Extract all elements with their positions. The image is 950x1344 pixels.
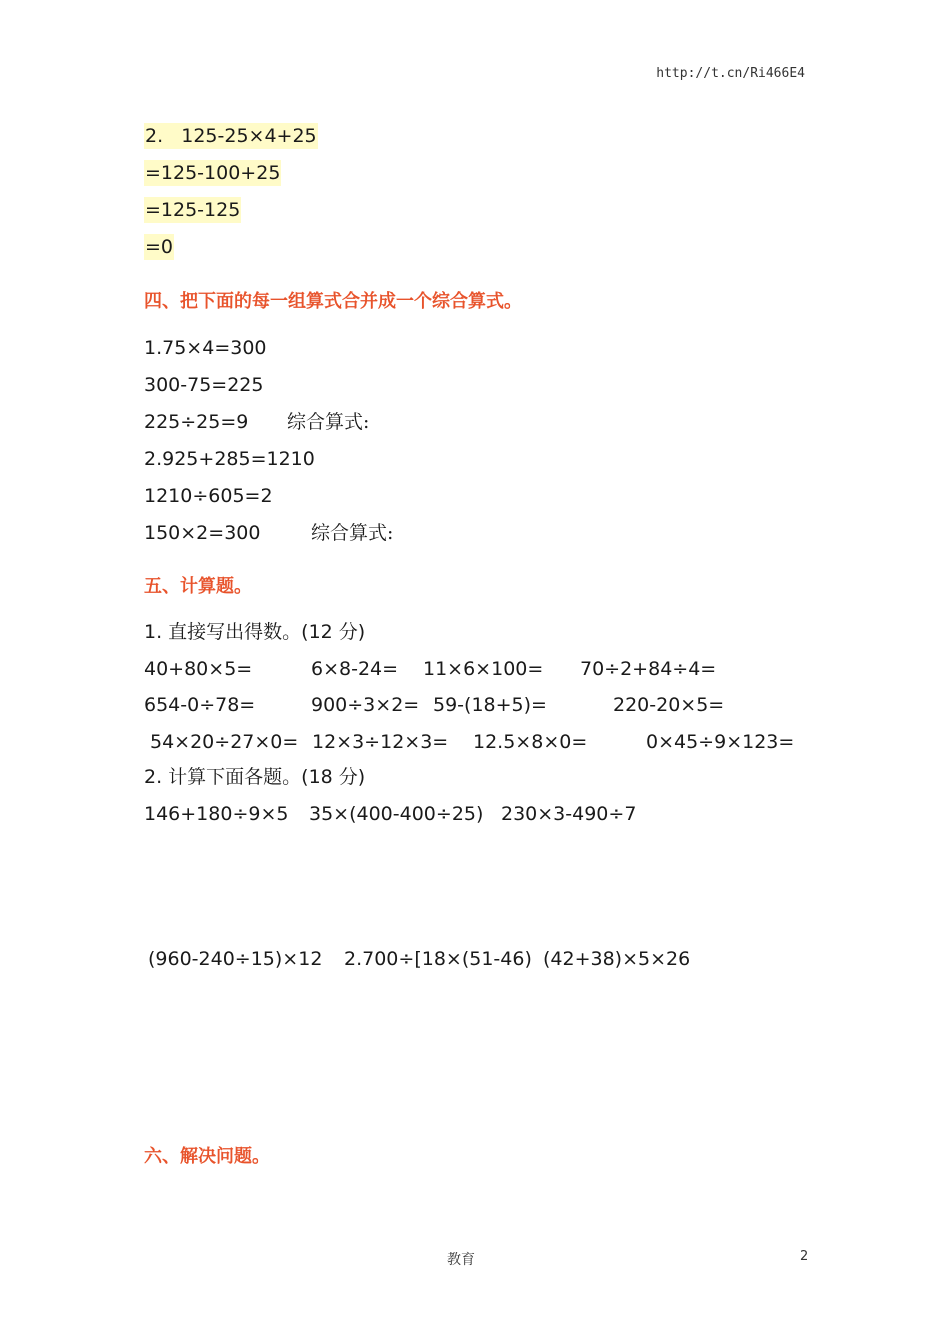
answer-line-3: =125-125 (145, 199, 241, 221)
problem-r3-c4: 0×45÷9×123= (646, 731, 795, 753)
part1-title: 1. 直接写出得数。(12 分) (144, 621, 366, 643)
calc-r1-c1: 146+180÷9×5 (144, 803, 289, 825)
footer-label: 教育 (447, 1252, 475, 1268)
calc-r2-c2: 2.700÷[18×(51-46) (344, 948, 532, 970)
page-number: 2 (800, 1249, 809, 1264)
section-five-heading: 五、计算题。 (144, 576, 252, 597)
group1-line-1: 1.75×4=300 (144, 337, 267, 359)
calc-r1-c2: 35×(400-400÷25) (309, 803, 484, 825)
group2-line-3: 150×2=300 (144, 522, 261, 544)
calc-r2-c1: (960-240÷15)×12 (148, 948, 323, 970)
problem-r3-c3: 12.5×8×0= (473, 731, 588, 753)
problem-r3-c1: 54×20÷27×0= (150, 731, 299, 753)
group2-line-1: 2.925+285=1210 (144, 448, 315, 470)
group2-line-2: 1210÷605=2 (144, 485, 273, 507)
group2-combined-label: 综合算式: (311, 522, 394, 544)
group1-line-3: 225÷25=9 (144, 411, 249, 433)
source-url: http://t.cn/Ri466E4 (656, 66, 805, 81)
answer-line-1: 2. 125-25×4+25 (145, 125, 317, 147)
problem-r2-c2: 900÷3×2= (311, 694, 420, 716)
section-six-heading: 六、解决问题。 (144, 1146, 270, 1167)
answer-line-4: =0 (145, 236, 174, 258)
problem-r1-c3: 11×6×100= (423, 658, 544, 680)
problem-r2-c1: 654-0÷78= (144, 694, 256, 716)
section-four-heading: 四、把下面的每一组算式合并成一个综合算式。 (144, 291, 522, 312)
problem-r2-c4: 220-20×5= (613, 694, 725, 716)
calc-r2-c3: (42+38)×5×26 (543, 948, 691, 970)
problem-r1-c1: 40+80×5= (144, 658, 253, 680)
group1-line-2: 300-75=225 (144, 374, 264, 396)
part2-title: 2. 计算下面各题。(18 分) (144, 766, 366, 788)
answer-line-2: =125-100+25 (145, 162, 281, 184)
group1-combined-label: 综合算式: (287, 411, 370, 433)
problem-r2-c3: 59-(18+5)= (433, 694, 547, 716)
calc-r1-c3: 230×3-490÷7 (501, 803, 637, 825)
problem-r3-c2: 12×3÷12×3= (312, 731, 449, 753)
problem-r1-c4: 70÷2+84÷4= (580, 658, 717, 680)
problem-r1-c2: 6×8-24= (311, 658, 399, 680)
